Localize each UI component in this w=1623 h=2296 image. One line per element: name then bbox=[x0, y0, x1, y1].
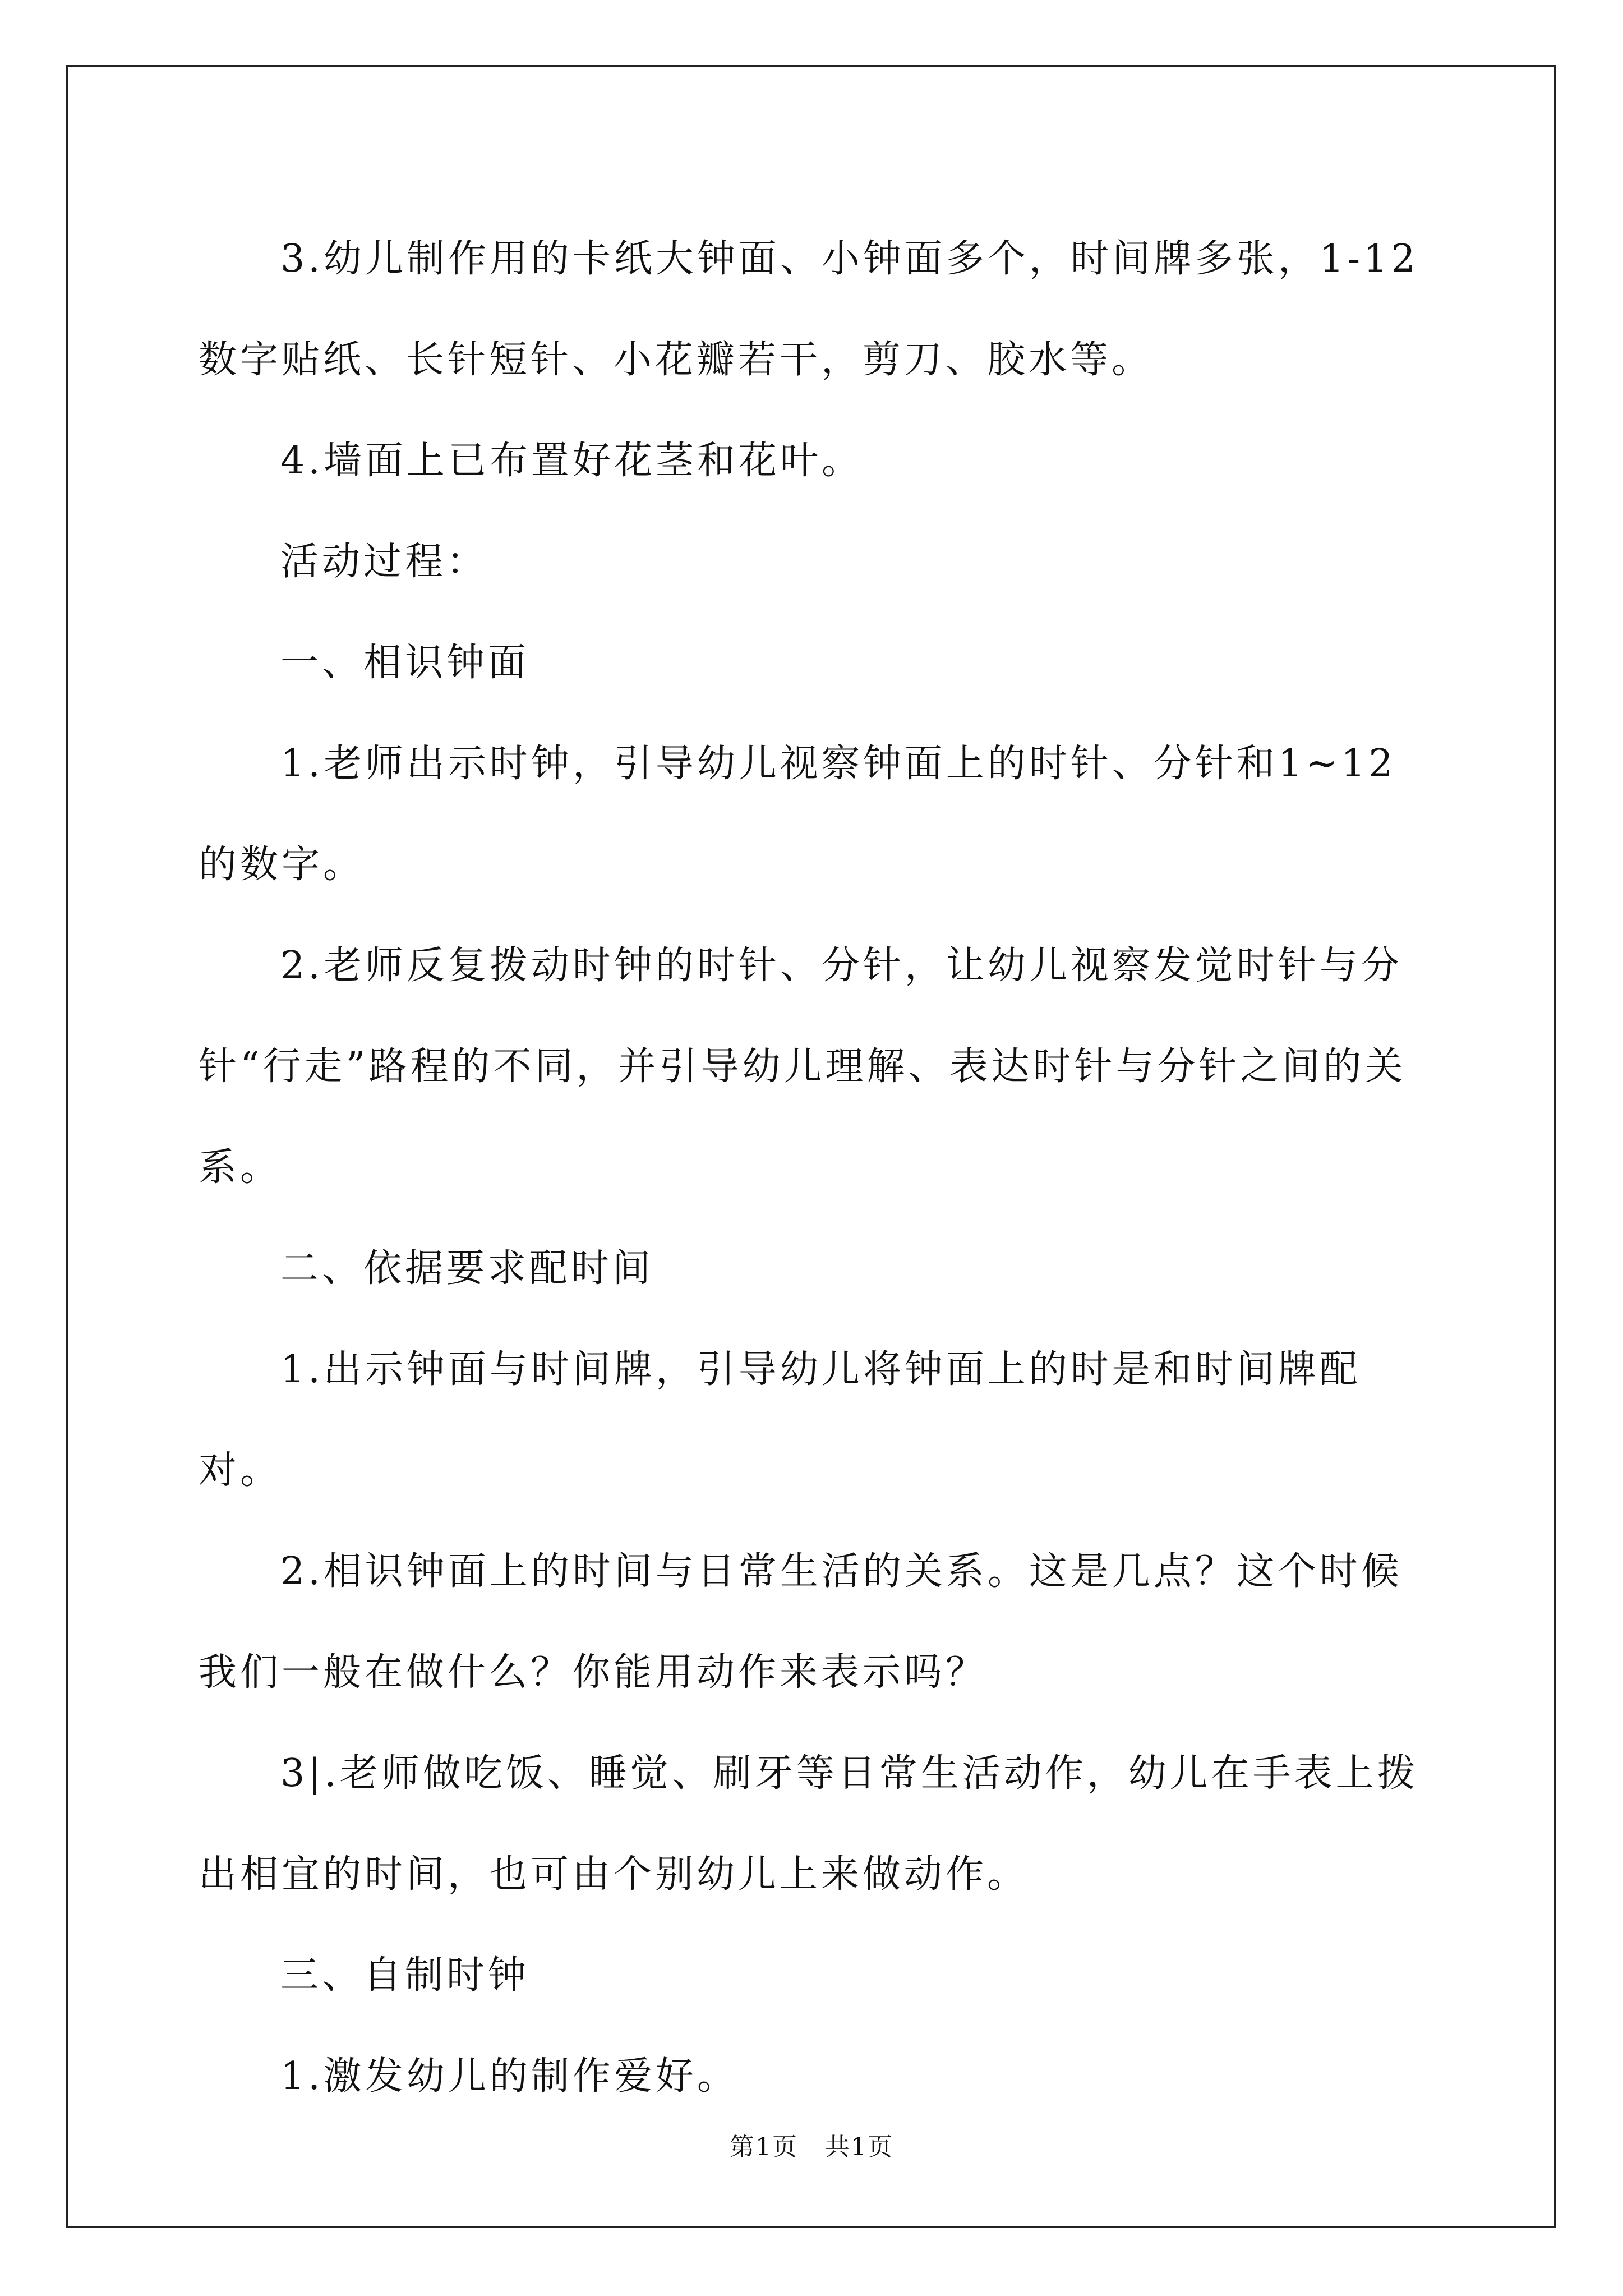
paragraph-step-2-3: 3|.老师做吃饭、睡觉、刷牙等日常生活动作，幼儿在手表上拨出相宜的时间，也可由个别幼儿上来做动作。 bbox=[199, 1751, 1419, 1897]
paragraph-materials: 3.幼儿制作用的卡纸大钟面、小钟面多个，时间牌多张，1-12数字贴纸、长针短针、小花瓣若干，剪刀、胶水等。 bbox=[199, 237, 1419, 382]
page-number: 第1页 bbox=[730, 2133, 799, 2161]
paragraph-wall-setup: 4.墙面上已布置好花茎和花叶。 bbox=[280, 439, 863, 483]
paragraph-step-1-1: 1.老师出示时钟，引导幼儿视察钟面上的时针、分针和1~12的数字。 bbox=[199, 742, 1396, 887]
paragraph-step-2-2: 2.相识钟面上的时间与日常生活的关系。这是几点？这个时候我们一般在做什么？你能用动作来表示吗？ bbox=[199, 1549, 1403, 1695]
paragraph-step-2-1: 1.出示钟面与时间牌，引导幼儿将钟面上的时是和时间牌配对。 bbox=[199, 1347, 1361, 1493]
section-heading-3: 三、自制时钟 bbox=[280, 1953, 530, 1998]
page-total: 共1页 bbox=[824, 2133, 893, 2161]
page-footer bbox=[0, 2131, 1623, 2164]
paragraph-step-1-2: 2.老师反复拨动时钟的时针、分针，让幼儿视察发觉时针与分针“行走”路程的不同，并引导幼儿理解、表达时针与分针之间的关系。 bbox=[199, 944, 1407, 1190]
paragraph-step-3-1: 1.激发幼儿的制作爱好。 bbox=[280, 2054, 739, 2099]
document-body bbox=[199, 209, 1432, 2127]
paragraph-process-heading: 活动过程： bbox=[280, 540, 488, 584]
section-heading-1: 一、相识钟面 bbox=[280, 641, 530, 685]
section-heading-2: 二、依据要求配时间 bbox=[280, 1246, 654, 1291]
